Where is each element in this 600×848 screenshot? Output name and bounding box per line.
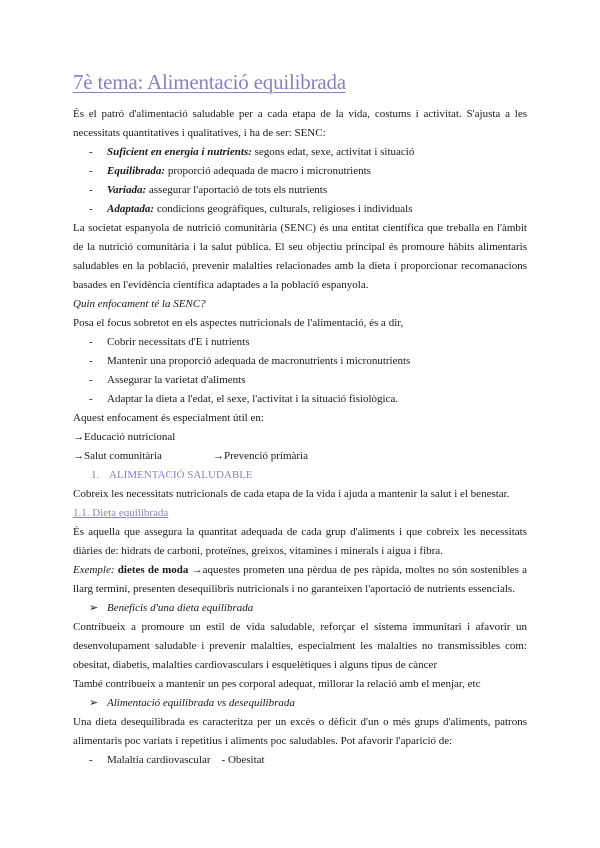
example-paragraph: Exemple: dietes de moda →aquestes prometen una pèrdua de pes ràpida, moltes no són sostenibles a llarg termini, presenten desequilibris nutricionals i no garanteixen l'aportació de nutrients essencials.: [73, 564, 528, 595]
disease-list: [73, 751, 527, 770]
list-item: - Adaptada: condicions geogràfiques, culturals, religioses i individuals: [73, 200, 527, 219]
useful-item: →Prevenció primària: [213, 450, 308, 462]
list-item: - Mantenir una proporció adequada de macronutrients i micronutrients: [73, 352, 527, 371]
compare-paragraph: Una dieta desequilibrada es caracteritza per un excés o dèficit d'un o més grups d'aliments, patrons alimentaris poc variats i repetitius i aliments poc saludables. Pot afavorir l'aparició de:: [73, 716, 527, 747]
compare-heading: ➢ Alimentació equilibrada vs desequilibrada: [73, 694, 527, 713]
list-item: - Malaltia cardiovascular - Obesitat: [73, 751, 527, 770]
focus-list: [73, 333, 527, 409]
benefits-paragraph: Contribueix a promoure un estil de vida saludable, reforçar el sistema immunitari i afavorir un desenvolupament saludable i prevenir malalties, especialment les malalties no transmissibles com: obesitat, diabetis, malalties cardiovasculars i esquelètiques i alguns tipus de càncer: [73, 621, 527, 671]
question-heading: Quin enfocament té la SENC?: [73, 298, 206, 310]
list-item: - Adaptar la dieta a l'edat, el sexe, l'activitat i la situació fisiològica.: [73, 390, 527, 409]
benefits-heading: ➢ Beneficis d'una dieta equilibrada: [73, 599, 527, 618]
list-item: - Equilibrada: proporció adequada de macro i micronutrients: [73, 162, 527, 181]
section-heading: 1. ALIMENTACIÓ SALUDABLE: [91, 469, 253, 481]
subsection-heading: 1.1. Dieta equilibrada: [73, 507, 169, 519]
section1-text: Cobreix les necessitats nutricionals de cada etapa de la vida i ajuda a mantenir la salut i el benestar.: [73, 488, 510, 500]
useful-item: →Educació nutricional: [73, 431, 176, 443]
page-title: 7è tema: Alimentació equilibrada: [73, 70, 346, 94]
list-item: - Assegurar la varietat d'aliments: [73, 371, 527, 390]
intro-paragraph: És el patró d'alimentació saludable per a cada etapa de la vida, costums i activitat. S'ajusta a les necessitats quantitatives i qualitatives, i ha de ser: SENC:: [73, 108, 527, 139]
useful-row: [73, 447, 527, 466]
arrow-bullet-icon: ➢: [89, 697, 99, 709]
useful-intro: Aquest enfocament és especialment útil en:: [73, 412, 264, 424]
senc-society-paragraph: La societat espanyola de nutrició comunitària (SENC) és una entitat científica que treballa en l'àmbit de la nutrició comunitària i la salut pública. El seu objectiu principal és promoure hàbits alimentaris saludables en la població, prevenir malalties relacionades amb la dieta i proporcionar recomanacions basades en l'evidència científica adaptades a la població espanyola.: [73, 222, 527, 291]
list-item: - Suficient en energia i nutrients: segons edat, sexe, activitat i situació: [73, 143, 527, 162]
senc-list: [73, 143, 527, 219]
benefits-paragraph-2: També contribueix a mantenir un pes corporal adequat, millorar la relació amb el menjar, etc: [73, 678, 481, 690]
list-item: - Variada: assegurar l'aportació de tots els nutrients: [73, 181, 527, 200]
focus-intro: Posa el focus sobretot en els aspectes nutricionals de l'alimentació, és a dir,: [73, 317, 404, 329]
list-item: - Cobrir necessitats d'E i nutrients: [73, 333, 527, 352]
arrow-bullet-icon: ➢: [89, 602, 99, 614]
document-page: [73, 70, 527, 770]
dieta-paragraph: És aquella que assegura la quantitat adequada de cada grup d'aliments i que cobreix les necessitats diàries de: hidrats de carboni, proteïnes, greixos, vitamines i minerals i aigua i fibra.: [73, 526, 527, 557]
useful-item: →Salut comunitària: [73, 450, 162, 462]
